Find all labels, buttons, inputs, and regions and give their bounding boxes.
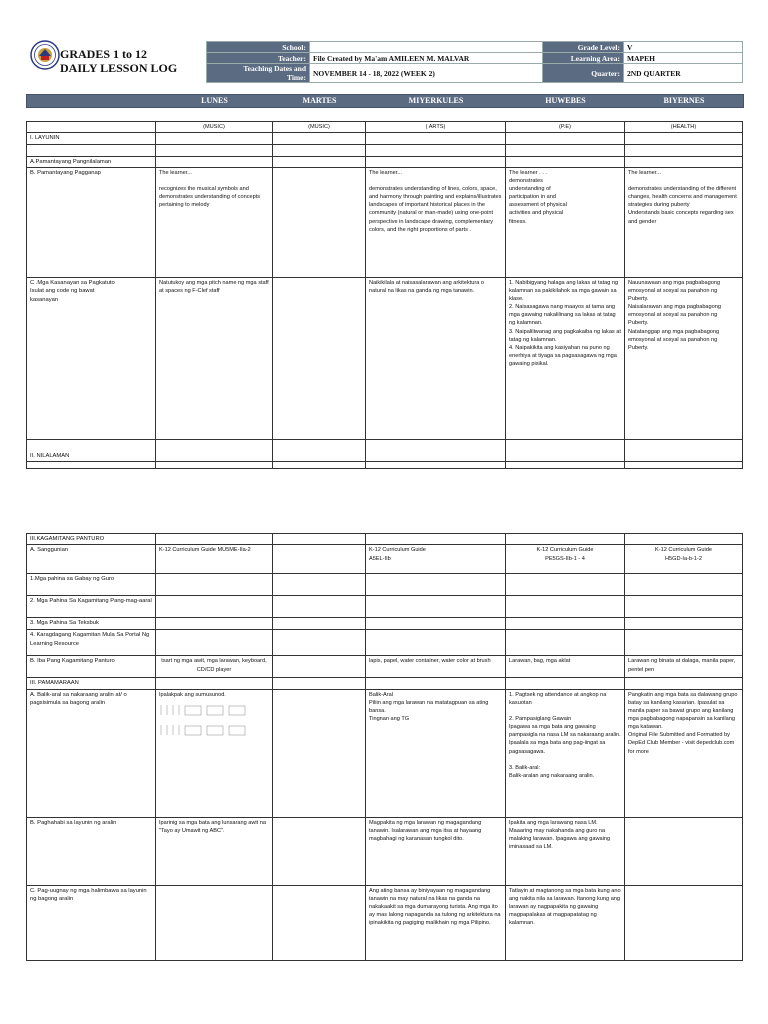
table-cell: Tatlayin at magtanong sa mga bata kung ano ang nakita nila sa larawan. Itanong kung ang larawan ay nagpapakita ng gawaing magpapalakas at magpapatatag ng kalamnan. (506, 885, 625, 960)
table-cell: Natutukoy ang mga pitch name ng mga staff at spaces ng F-Clef staff (156, 277, 273, 439)
table-cell: Naikikilala at naisasalarawan ang arkitektura o natural na likas na ganda ng mga tanawin. (366, 277, 506, 439)
pamamaraan-row (27, 678, 743, 689)
layunin-row (27, 133, 743, 144)
table-cell: 1. Pagtsek ng attendance at angkop na kasuotan 2. Pampasiglang Gawain Ipagawa sa mga bata ang gawaing pampasigla na nasa LM sa nakaraang aralin. Ipaalala sa mga bata ang pag-iingat sa pagsasagawa. 3. Balik-aral: Balik-aralan ang nakaraang aralin. (506, 689, 625, 817)
day-biyernes: BIYERNES (663, 96, 705, 105)
cell-text: Ipalakpak ang sumusunod. (159, 691, 226, 698)
subject-cell: (HEALTH) (625, 122, 743, 133)
row-label: C .Mga Kasanayan sa Pagkatuto Isulat ang code ng bawat kasanayan (27, 277, 156, 439)
quarter-value: 2ND QUARTER (624, 64, 743, 83)
iba-pang-kagamitan-row (27, 656, 743, 678)
table-cell: The learner... demonstrates understanding of the different changes, health concerns and management strategies during puberty Understands basic concepts regarding sex and gender (625, 167, 743, 277)
objectives-table (26, 121, 743, 469)
table-cell: The learner... demonstrates understanding of lines, colors, space, and harmony through painting and explains/illustrates landscapes of important historical places in the community (natural or man-made) using one-point perspective in landscape drawing, complementary colors, and the right proportions of parts . (366, 167, 506, 277)
day-miyerkules: MIYERKULES (408, 96, 464, 105)
day-martes: MARTES (302, 96, 337, 105)
table-cell (273, 277, 366, 439)
teksbuk-row (27, 618, 743, 630)
row-label: B. Paghahabi sa layunin ng aralin (27, 817, 156, 885)
deped-seal-logo (30, 40, 60, 70)
table-cell: Iparinig sa mga bata ang lunsarang awit na "Tayo ay Umawit ng ABC". (156, 817, 273, 885)
rhythm-pattern-image (159, 723, 259, 739)
row-label: 2. Mga Pahina Sa Kagamitang Pang-mag-aaral (27, 596, 156, 618)
table-cell: Magpakita ng mga larawan ng magagandang tanawin. Isalarawan ang mga itsa at hayaang magbahagi ng karanasan tungkol dito. (366, 817, 506, 885)
grade-label: Grade Level: (543, 42, 624, 53)
subject-blank (27, 122, 156, 133)
table-cell: Larawan ng binata at dalaga, manila paper, pentel pen (625, 656, 743, 678)
table-cell (273, 817, 366, 885)
subject-row (27, 122, 743, 133)
rhythm-pattern-image (159, 703, 259, 719)
table-cell: Pangkatin ang mga bata sa dalawang grupo batay sa kanilang kasarian. Ipasulat sa manila paper sa bawat grupo ang kanilang mga pagbabagong napapansin sa kanilang mga katawan. Original File Submitted and Formatted by DepEd Club Member - visit depedclub.com for more (625, 689, 743, 817)
row-label: 4. Karagdagang Kagamitan Mula Sa Portal Ng Learning Resource (27, 630, 156, 656)
pag-uugnay-row (27, 885, 743, 960)
table-cell: K-12 Curriculum Guide PE5GS-IIb-1 - 4 (506, 545, 625, 574)
quarter-label: Quarter: (543, 64, 624, 83)
subject-cell: (MUSIC) (273, 122, 366, 133)
dates-label: Teaching Dates and Time: (207, 64, 310, 83)
nilalaman-row (27, 439, 743, 461)
table-cell: 1. Nabibigyang halaga ang lakas at tatag ng kalamnan sa pakikilahok sa mga gawain sa klase. 2. Naisasagawa nang maayos at tama ang mga gawaing nakalilinang sa lakas at tatag ng kalamnan. 3. Naipaliliwanag ang pagkakaiba ng lakas at tatag ng kalamnan. 4. Naipakikita ang kasiyahan na puno ng enerhiya at tiyaga sa pagsasagawa ng mga gawaing pisikal. (506, 277, 625, 439)
learning-area-label: Learning Area: (543, 53, 624, 64)
mga-kasanayan-row (27, 277, 743, 439)
table-cell (273, 167, 366, 277)
balik-aral-row (27, 689, 743, 817)
teacher-value: File Created by Ma'am AMILEEN M. MALVAR (310, 53, 543, 64)
table-cell (625, 817, 743, 885)
table-cell: The learner... recognizes the musical symbols and demonstrates understanding of concepts pertaining to melody (156, 167, 273, 277)
pamantayang-pagganap-row (27, 167, 743, 277)
days-header-bar (26, 94, 744, 108)
table-cell: Balik-Aral Piliin ang mga larawan na matatagpuan sa ating bansa. Tingnan ang TG (366, 689, 506, 817)
days-blank (27, 95, 156, 107)
dates-value: NOVEMBER 14 - 18, 2022 (WEEK 2) (310, 64, 543, 83)
table-cell (156, 885, 273, 960)
table-cell (273, 885, 366, 960)
row-label: B. Pamantayang Pagganap (27, 167, 156, 277)
table-cell: The learner . . . demonstrates understanding of participation in and assessment of physical activities and physical fitness. (506, 167, 625, 277)
kagamitan-row (27, 534, 743, 545)
karagdagang-kagamitan-row (27, 630, 743, 656)
table-cell (273, 656, 366, 678)
row-label: A.Pamantayang Pangnilalaman (27, 156, 156, 167)
gabay-guro-row (27, 574, 743, 596)
paghahabi-row (27, 817, 743, 885)
row-label: C. Pag-uugnay ng mga halimbawa sa layunin ng bagong aralin (27, 885, 156, 960)
row-label: A. Balik-aral sa nakaraang aralin at/ o pagsisimula sa bagong aralin (27, 689, 156, 817)
grade-value: V (624, 42, 743, 53)
row-label: 3. Mga Pahina Sa Teksbuk (27, 618, 156, 630)
subject-cell: (P.E) (506, 122, 625, 133)
subject-cell: (MUSIC) (156, 122, 273, 133)
teacher-label: Teacher: (207, 53, 310, 64)
table-cell: K-12 Curriculum Guide H5GD-Ia-b-1-2 (625, 545, 743, 574)
table-cell: tsart ng mga awit, mga larawan, keyboard, CD/CD player (156, 656, 273, 678)
learning-area-value: MAPEH (624, 53, 743, 64)
row-label: II. NILALAMAN (27, 439, 156, 461)
table-cell: Ipakita ang mga larawang nasa LM. Maaaring may nakahanda ang guro na malaking larawan. Ipagawa ang gawaing iminasaad sa LM. (506, 817, 625, 885)
title-line1: GRADES 1 to 12 (60, 47, 148, 61)
sanggunian-row (27, 545, 743, 574)
procedures-table (26, 533, 743, 961)
table-cell (156, 689, 273, 817)
table-cell: K-12 Curriculum Guide MU5ME-IIa-2 (156, 545, 273, 574)
row-label: A. Sanggunian (27, 545, 156, 574)
row-label: B. Iba Pang Kagamitang Panturo (27, 656, 156, 678)
school-label: School: (207, 42, 310, 53)
subject-cell: ( ARTS) (366, 122, 506, 133)
table-cell: lapis, papel, water container, water color at brush (366, 656, 506, 678)
table-cell (273, 689, 366, 817)
day-huwebes: HUWEBES (545, 96, 586, 105)
title-line2: DAILY LESSON LOG (60, 61, 178, 75)
header-info-table (206, 41, 743, 83)
pamantayang-pangnilalaman-row (27, 156, 743, 167)
day-lunes: LUNES (201, 96, 228, 105)
table-cell: K-12 Curriculum Guide A5EL-IIb (366, 545, 506, 574)
row-label: III. PAMAMARAAN (27, 678, 156, 689)
table-cell: Larawan, bag, mga aklat (506, 656, 625, 678)
table-cell: Nauunawaan ang mga pagbabagong emosyonal at sosyal sa panahon ng Puberty. Naisalarawan ang mga pagbabagong emosyonal at sosyal sa panahon ng Puberty. Natatanggap ang mga pagbabagong emosyonal at sosyal sa panahon ng Puberty. (625, 277, 743, 439)
table-cell (273, 545, 366, 574)
row-label: III.KAGAMITANG PANTURO (27, 534, 156, 545)
row-label: 1.Mga pahina sa Gabay ng Guro (27, 574, 156, 596)
layunin-label: I. LAYUNIN (27, 133, 156, 144)
kagamitang-mag-aaral-row (27, 596, 743, 618)
school-value (310, 42, 543, 53)
table-cell: Ang ating bansa ay biniyayaan ng magagandang tanawin na may natural na likas na ganda na nakakaakit sa mga dumarayong turista. Ang mga ito ay mas lalong napaganda sa tulong ng arkitektura na ipinakikita ng pagiging malikhain ng mga Pilipino. (366, 885, 506, 960)
table-cell (625, 885, 743, 960)
